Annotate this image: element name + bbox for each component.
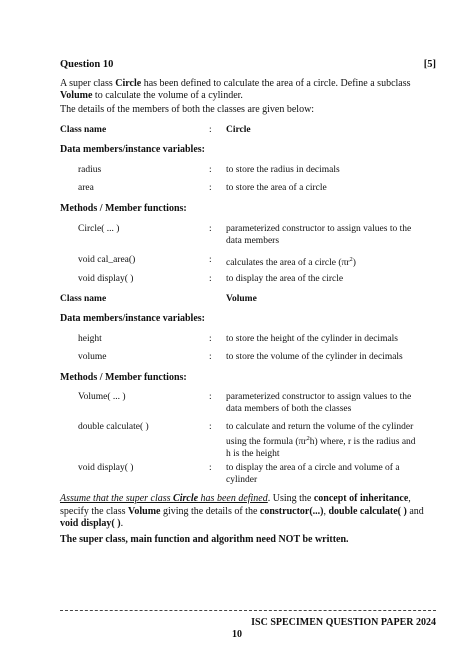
instruction-text: and	[406, 505, 424, 517]
method-desc	[226, 254, 422, 269]
question-title: Question 10	[60, 59, 114, 70]
intro-text: to calculate the volume of a cylinder.	[92, 90, 243, 101]
method-desc-text: calculates the area of a circle (πr	[226, 258, 350, 269]
colon: :	[209, 274, 212, 284]
instruction-bold: constructor(...)	[259, 505, 324, 517]
assumption-part: has been defined	[198, 493, 268, 504]
method-desc	[226, 421, 422, 460]
intro-paragraph	[60, 78, 436, 102]
instructions-paragraph	[60, 493, 436, 531]
methods-heading: Methods / Member functions:	[60, 203, 187, 214]
method-name: double calculate( )	[78, 422, 149, 432]
instruction-bold: concept of inheritance	[313, 493, 409, 504]
class-name-value: Volume	[226, 294, 257, 304]
intro-class-volume: Volume	[60, 90, 93, 101]
methods-heading: Methods / Member functions:	[60, 372, 187, 383]
assumption-text	[60, 493, 268, 504]
assumption-part: Assume that the super class	[60, 493, 174, 504]
colon: :	[209, 352, 212, 362]
superscript: 2	[349, 256, 353, 263]
method-desc-text: )	[352, 258, 356, 269]
question-header	[60, 59, 436, 70]
colon: :	[209, 255, 212, 265]
colon: :	[209, 334, 212, 344]
colon: :	[209, 165, 212, 175]
instruction-bold: Volume	[128, 505, 161, 517]
class-name-label: Class name	[60, 125, 107, 135]
instruction-bold: double calculate( )	[328, 505, 407, 517]
colon: :	[209, 392, 212, 402]
member-desc: to store the radius in decimals	[226, 165, 340, 175]
colon: :	[209, 463, 212, 473]
member-desc: to store the height of the cylinder in decimals	[226, 334, 399, 344]
method-name: void display( )	[78, 463, 134, 473]
member-desc: to store the volume of the cylinder in decimals	[226, 352, 403, 362]
footer-divider	[60, 610, 436, 611]
page-number: 10	[232, 629, 242, 640]
assumption-class: Circle	[173, 493, 199, 504]
final-note: The super class, main function and algorithm need NOT be written.	[60, 534, 349, 545]
instruction-text: .	[120, 518, 124, 529]
method-desc-text: h) where, r is the radius and h is the height	[226, 437, 416, 460]
method-name: void display( )	[78, 274, 134, 284]
instruction-text: , specify the class	[60, 493, 411, 517]
member-name: area	[78, 183, 94, 193]
method-desc-text: to calculate and return the volume of the cylinder using the formula (πr	[226, 422, 414, 448]
method-desc: to display the area of the circle	[226, 274, 344, 284]
data-members-heading: Data members/instance variables:	[60, 144, 205, 155]
data-members-heading: Data members/instance variables:	[60, 313, 205, 324]
intro-details-line: The details of the members of both the classes are given below:	[60, 104, 315, 115]
member-name: radius	[78, 165, 102, 175]
intro-text: A super class	[60, 78, 116, 89]
instruction-bold: void display( )	[60, 518, 121, 529]
member-name: height	[78, 334, 102, 344]
superscript: 2	[306, 435, 310, 442]
class-name-label: Class name	[60, 294, 107, 304]
colon: :	[209, 224, 212, 234]
method-desc: parameterized constructor to assign values to the data members	[226, 224, 412, 246]
footer-title: ISC SPECIMEN QUESTION PAPER 2024	[251, 617, 436, 628]
member-desc: to store the area of a circle	[226, 183, 327, 193]
intro-text: has been defined to calculate the area of a circle. Define a subclass	[141, 78, 411, 89]
method-name: Volume( ... )	[78, 392, 126, 402]
member-name: volume	[78, 352, 107, 362]
colon: :	[209, 422, 212, 432]
method-name: Circle( ... )	[78, 224, 120, 234]
class-name-value: Circle	[226, 125, 251, 135]
method-desc: parameterized constructor to assign values to the data members of both the classes	[226, 392, 412, 414]
method-desc: to display the area of a circle and volume of a cylinder	[226, 463, 400, 485]
instruction-text: ,	[323, 505, 329, 517]
question-marks: [5]	[423, 59, 436, 70]
instruction-text: giving the details of the	[160, 505, 260, 517]
colon: :	[209, 125, 212, 135]
intro-class-circle: Circle	[115, 78, 142, 89]
method-name: void cal_area()	[78, 255, 136, 265]
colon: :	[209, 183, 212, 193]
instruction-text: . Using the	[267, 493, 314, 504]
